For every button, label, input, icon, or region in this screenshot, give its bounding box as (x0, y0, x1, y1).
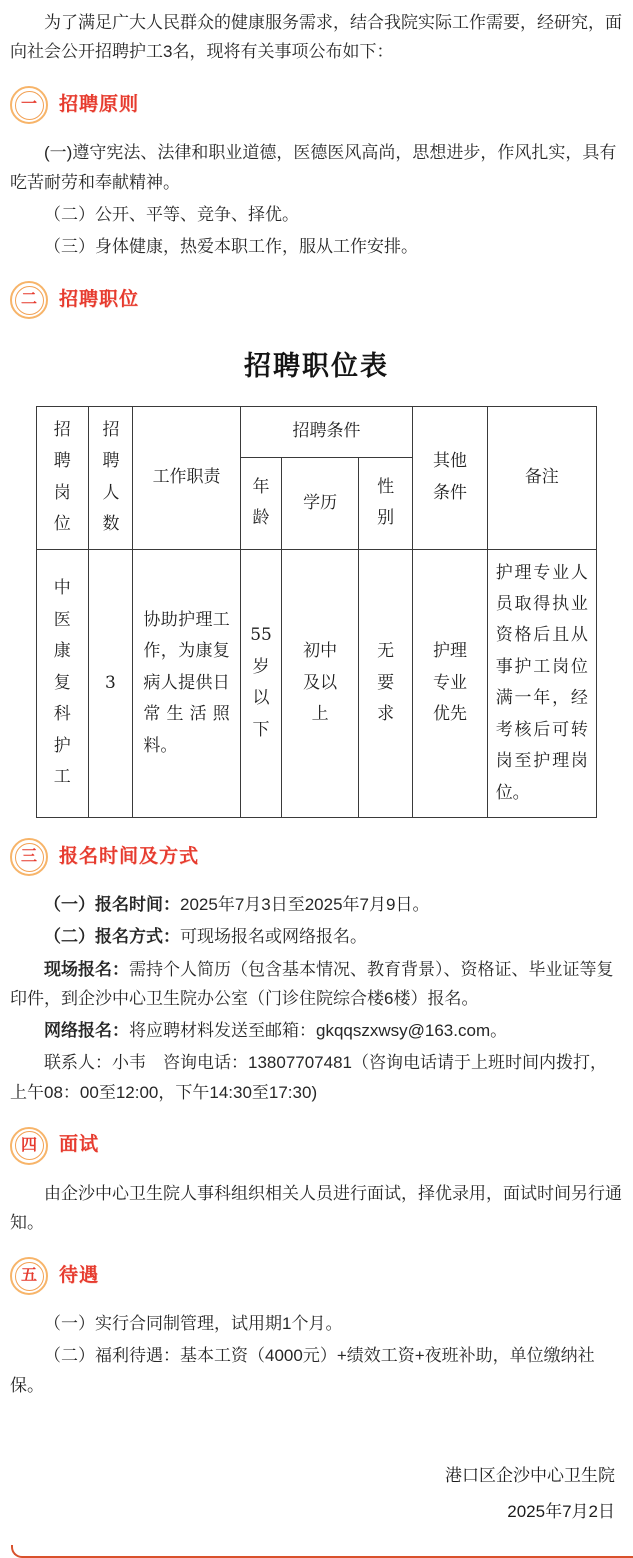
benefit-item-1: （一）实行合同制管理，试用期1个月。 (44, 1314, 343, 1334)
item-label: 网络报名： (44, 1021, 129, 1041)
badge-inner-ring (15, 91, 44, 120)
signature-date: 2025年7月2日 (507, 1501, 615, 1521)
header-age: 年龄 (240, 457, 281, 549)
item-label: （一）报名时间： (44, 895, 180, 915)
principle-item-2: （二）公开、平等、竞争、择优。 (44, 204, 299, 224)
item-text: 2025年7月3日至2025年7月9日。 (180, 895, 430, 915)
section-number-badge-icon (10, 86, 48, 124)
badge-inner-ring (15, 1131, 44, 1160)
signature-block (10, 1458, 623, 1529)
application-time-item (10, 890, 623, 919)
item-text: 将应聘材料发送至邮箱：gkqqszxwsy@163.com。 (129, 1021, 508, 1041)
section-title: 招聘职位 (59, 289, 140, 311)
header-count: 招聘人数 (88, 406, 133, 549)
principle-item-3: （三）身体健康，热爱本职工作，服从工作安排。 (44, 237, 418, 257)
header-other: 其他条件 (413, 406, 487, 549)
onsite-application-item (10, 955, 623, 1013)
section-number-badge-icon (10, 1127, 48, 1165)
header-post: 招聘岗位 (37, 406, 89, 549)
header-duty: 工作职责 (133, 406, 240, 549)
signature-org: 港口区企沙中心卫生院 (445, 1465, 615, 1485)
cell-gender: 无要求 (358, 549, 412, 818)
section-number: 四 (20, 1136, 37, 1154)
recruitment-positions-table (36, 406, 597, 818)
section-number: 二 (20, 291, 37, 309)
badge-inner-ring (15, 1262, 44, 1291)
section-number-badge-icon (10, 1257, 48, 1295)
section-title: 待遇 (59, 1264, 100, 1286)
application-method-item (10, 922, 623, 951)
section-number-badge-icon (10, 281, 48, 319)
cell-other: 护理专业优先 (413, 549, 487, 818)
cell-edu: 初中及以上 (282, 549, 359, 818)
bottom-border-rule (11, 1545, 633, 1558)
section-body-interview (10, 1179, 623, 1237)
item-text: 需持个人简历（包含基本情况、教育背景）、资格证、毕业证等复印件，到企沙中心卫生院办公室（门诊住院综合楼6楼）报名。 (10, 959, 614, 1008)
table-title: 招聘职位表 (244, 351, 389, 382)
section-number: 五 (20, 1267, 37, 1285)
online-application-item (10, 1016, 623, 1045)
principle-item-1: (一)遵守宪法、法律和职业道德，医德医风高尚，思想进步，作风扎实，具有吃苦耐劳和奉献精神。 (10, 143, 617, 192)
section-number: 一 (20, 96, 37, 114)
section-title: 招聘原则 (59, 94, 140, 116)
table-data-row (37, 549, 597, 818)
badge-inner-ring (15, 286, 44, 315)
header-gender: 性别 (358, 457, 412, 549)
section-body-application (10, 890, 623, 1107)
section-body-principles (10, 138, 623, 261)
section-number-badge-icon (10, 838, 48, 876)
section-body-benefits (10, 1309, 623, 1400)
table-header-row-1 (37, 406, 597, 457)
contact-item: 联系人：小韦 咨询电话：13807707481（咨询电话请于上班时间内拨打，上午08：00至12:00，下午14:30至17:30) (10, 1053, 607, 1102)
section-title: 报名时间及方式 (59, 845, 200, 867)
section-title: 面试 (59, 1134, 100, 1156)
section-heading-interview (10, 1127, 623, 1165)
cell-count: 3 (88, 549, 133, 818)
item-label: （二）报名方式： (44, 927, 180, 947)
section-heading-positions (10, 281, 623, 319)
section-heading-benefits (10, 1257, 623, 1295)
cell-post: 中医康复科护工 (37, 549, 89, 818)
section-heading-application (10, 838, 623, 876)
item-text: 可现场报名或网络报名。 (180, 927, 367, 947)
intro-paragraph: 为了满足广大人民群众的健康服务需求，结合我院实际工作需要，经研究，面向社会公开招聘护工3名，现将有关事项公布如下： (10, 13, 622, 62)
header-remark: 备注 (487, 406, 596, 549)
benefit-item-2: （二）福利待遇：基本工资（4000元）+绩效工资+夜班补助，单位缴纳社保。 (10, 1346, 595, 1395)
interview-paragraph: 由企沙中心卫生院人事科组织相关人员进行面试，择优录用，面试时间另行通知。 (10, 1183, 622, 1232)
cell-age: 55岁以下 (240, 549, 281, 818)
header-conditions: 招聘条件 (240, 406, 412, 457)
item-label: 现场报名： (44, 959, 129, 979)
section-heading-principles (10, 86, 623, 124)
cell-remark: 护理专业人员取得执业资格后且从事护工岗位满一年，经考核后可转岗至护理岗位。 (487, 549, 596, 818)
section-number: 三 (20, 848, 37, 866)
header-edu: 学历 (282, 457, 359, 549)
badge-inner-ring (15, 843, 44, 872)
cell-duty: 协助护理工作，为康复病人提供日常生活照料。 (133, 549, 240, 818)
